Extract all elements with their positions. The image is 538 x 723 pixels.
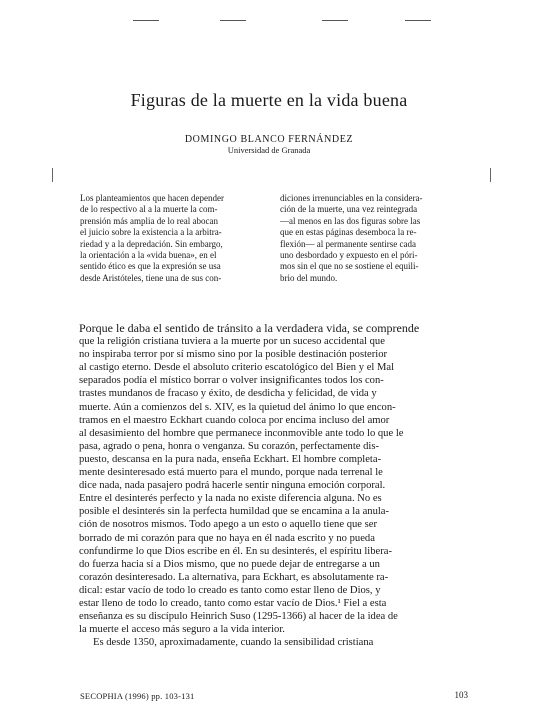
abstract-line: riedad y a la depredación. Sin embargo, xyxy=(80,238,223,249)
body-line: do fuerza hacia sí a Dios mismo, que no puede dejar de entregarse a un xyxy=(79,558,380,570)
abstract-line: mos sin el que no se sostiene el equili- xyxy=(280,261,419,272)
body-line: tramos en el maestro Eckhart cuando coloca por encima incluso del amor xyxy=(79,414,390,426)
top-crop-marks xyxy=(0,20,538,22)
body-line: posible el desinterés sin la perfecta humildad que se encamina a la anula- xyxy=(79,506,390,518)
body-line: muerte. Aún a comienzos del s. XIV, es la quietud del ánimo lo que encon- xyxy=(79,401,396,413)
body-line: borrado de mi corazón para que no haya en él nada escrito y no pueda xyxy=(79,532,375,544)
body-line: no inspiraba terror por sí mismo sino por la posible destinación posterior xyxy=(79,349,388,361)
abstract-line: uno desbordado y expuesto en el póri- xyxy=(280,250,418,261)
body-line: enseñanza es su discípulo Heinrich Suso (1295-1366) al hacer de la idea de xyxy=(79,611,398,623)
page-number: 103 xyxy=(454,690,468,700)
margin-mark-right xyxy=(490,168,491,182)
body-line: ción de nosotros mismos. Todo apego a un esto o aquello tiene que ser xyxy=(79,519,377,531)
abstract-line: que en estas páginas desemboca la re- xyxy=(280,227,417,238)
abstract-line: desde Aristóteles, tiene una de sus con- xyxy=(80,272,222,283)
body-line: la muerte el acceso más seguro a la vida interior. xyxy=(79,624,285,636)
abstract-line: flexión— al permanente sentirse cada xyxy=(280,238,416,249)
margin-mark-left xyxy=(52,168,53,182)
abstract-line: —al menos en las dos figuras sobre las xyxy=(280,215,421,226)
abstract-line: prensión más amplia de lo real abocan xyxy=(80,215,218,226)
abstract-line: sentido ético es que la expresión se usa xyxy=(80,261,221,272)
abstract-column-left xyxy=(80,193,265,284)
body-line: mente desinteresado está muerto para el mundo, porque nada terrenal le xyxy=(79,467,383,479)
body-line: trastes mundanos de fracaso y éxito, de desdicha y felicidad, de vida y xyxy=(79,388,377,400)
body-line: Es desde 1350, aproximadamente, cuando la sensibilidad cristiana xyxy=(93,637,374,649)
body-line: separados podía el místico borrar o volver insignificantes todos los con- xyxy=(79,375,384,387)
body-line: dical: estar vacío de todo lo creado es tanto como estar lleno de Dios, y xyxy=(79,584,381,596)
body-line: al desasimiento del hombre que permanece inconmovible ante todo lo que le xyxy=(79,427,404,439)
article-title: Figuras de la muerte en la vida buena xyxy=(130,90,408,110)
abstract-line: ción de la muerte, una vez reintegrada xyxy=(280,204,418,215)
abstract-line: el juicio sobre la existencia a la arbitra- xyxy=(80,227,222,238)
journal-citation: SECOPHIA (1996) pp. 103-131 xyxy=(80,691,195,701)
body-line: Entre el desinterés perfecto y la nada no existe diferencia alguna. No es xyxy=(79,493,382,505)
abstract-line: diciones irrenunciables en la considera- xyxy=(280,193,423,203)
abstract-line: la orientación a la «vida buena», en el xyxy=(80,250,217,261)
abstract xyxy=(80,193,465,284)
body-line: al castigo eterno. Desde el absoluto criterio escatológico del Bien y el Mal xyxy=(79,362,395,374)
body-line: confundirme lo que Dios escribe en él. En su desinterés, el espíritu libera- xyxy=(79,545,393,557)
abstract-line: brio del mundo. xyxy=(280,272,338,283)
body-line: dice nada, nada pasajero podrá hacerle sentir ninguna emoción corporal. xyxy=(79,480,386,492)
body-line: puesto, descansa en la pura nada, enseña Eckhart. El hombre completa- xyxy=(79,453,382,465)
body-text xyxy=(79,322,468,649)
body-line: que la religión cristiana tuviera a la muerte por un suceso accidental que xyxy=(79,336,385,348)
abstract-column-right xyxy=(280,193,465,284)
body-line: pasa, agrado o pena, honra o venganza. Su corazón, perfectamente dis- xyxy=(79,440,380,452)
abstract-line: de lo respectivo al a la muerte la com- xyxy=(80,204,218,215)
body-line: corazón desinteresado. La alternativa, para Eckhart, es absolutamente ra- xyxy=(79,571,389,583)
author-name: DOMINGO BLANCO FERNÁNDEZ xyxy=(184,134,354,145)
body-line: Porque le daba el sentido de tránsito a la verdadera vida, se comprende xyxy=(79,322,420,335)
body-line: estar lleno de todo lo creado, tanto como estar vacío de Dios.¹ Fiel a esta xyxy=(79,597,387,609)
author-affiliation: Universidad de Granada xyxy=(227,145,311,155)
abstract-line: Los planteamientos que hacen depender xyxy=(80,193,224,203)
